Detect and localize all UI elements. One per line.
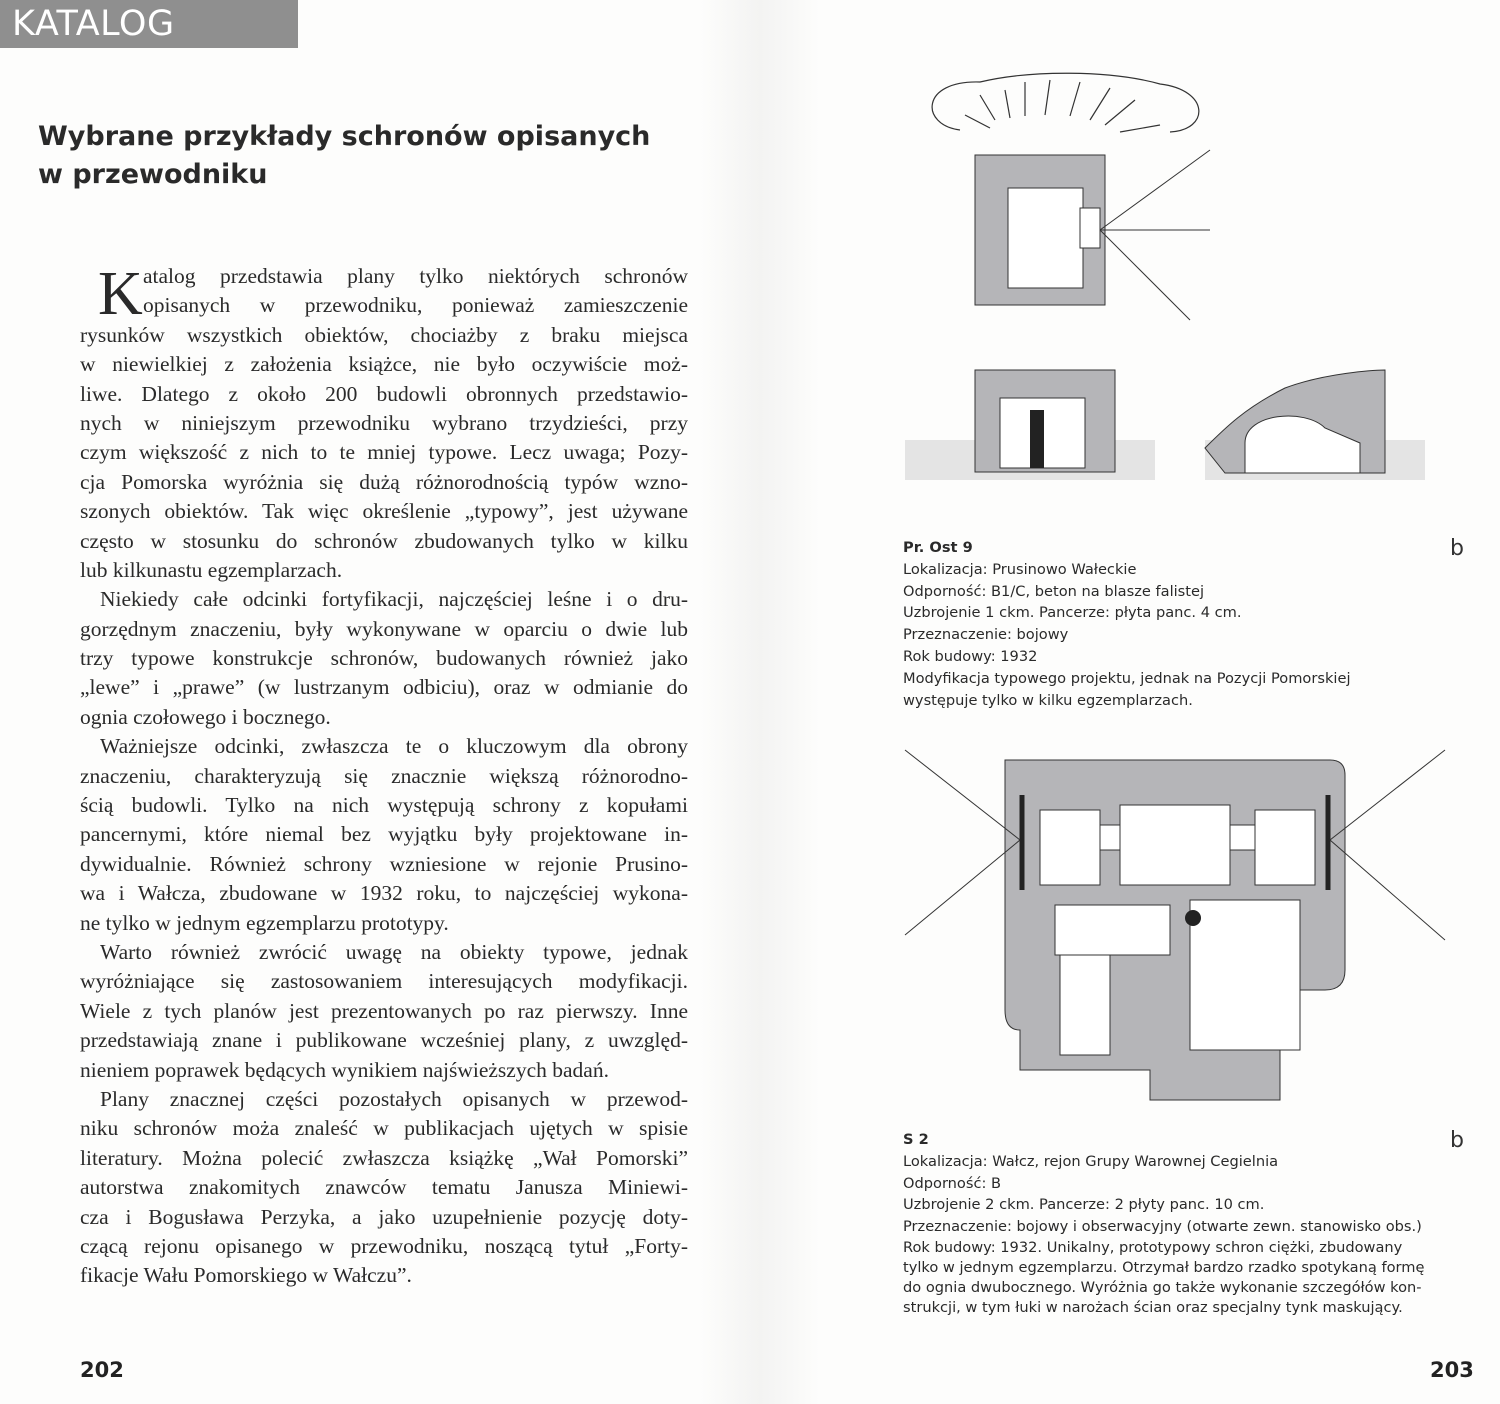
section-tag: KATALOG [0, 0, 298, 48]
body-line: szonych obiektów. Tak więc określenie „typowy”, jest używane [80, 499, 688, 524]
caption-line: Modyfikacja typowego projektu, jednak na Pozycji Pomorskiej [903, 669, 1351, 687]
body-line: literatury. Można polecić zwłaszcza książkę „Wał Pomorski” [80, 1145, 688, 1170]
caption-line: Lokalizacja: Prusinowo Wałeckie [903, 560, 1137, 578]
caption-title: Pr. Ost 9 [903, 539, 973, 556]
body-line: znaczeniu, charakteryzują się znacznie większą różnorodno- [80, 763, 688, 788]
body-line: czym większość z nich to te mniej typowe. Lecz uwaga; Pozy- [80, 440, 688, 465]
caption-line: Rok budowy: 1932 [903, 647, 1038, 665]
body-line: trzy typowe konstrukcje schronów, budowanych również jako [80, 646, 688, 671]
caption-line: Przeznaczenie: bojowy [903, 626, 1069, 644]
page-number-left: 202 [80, 1358, 124, 1382]
body-line: ne tylko w jednym egzemplarzu prototypy. [80, 910, 449, 935]
body-line: „lewe” i „prawe” (w lustrzanym odbiciu), oraz w odmianie do [80, 675, 688, 700]
caption-line: Odporność: B1/C, beton na blasze falistej [903, 582, 1205, 600]
body-line: cza i Bogusława Perzyka, a jako uzupełnienie pozycję doty- [80, 1204, 688, 1229]
title-line: Wybrane przykłady schronów opisanych [38, 121, 651, 152]
body-line: atalog przedstawia plany tylko niektórych schronów [143, 264, 688, 288]
page-number-right: 203 [1430, 1358, 1474, 1382]
body-line: lub kilkunastu egzemplarzach. [80, 557, 343, 582]
body-line: wyróżniające się zastosowaniem interesujących modyfikacji. [80, 969, 688, 994]
body-line: pancernymi, które niemal bez wyjątku były projektowane in- [80, 822, 688, 847]
caption-line: występuje tylko w kilku egzemplarzach. [903, 691, 1193, 709]
drop-cap: K [98, 260, 143, 328]
caption-line: Uzbrojenie 2 ckm. Pancerze: 2 płyty panc. 10 cm. [903, 1196, 1265, 1214]
book-gutter [700, 0, 820, 1404]
body-line: rysunków wszystkich obiektów, chociażby z braku miejsca [80, 322, 688, 347]
figure-mark: b [1450, 1128, 1464, 1153]
body-line: Warto również zwrócić uwagę na obiekty typowe, jednak [100, 939, 688, 964]
body-line: fikacje Wału Pomorskiego w Wałczu”. [80, 1263, 412, 1288]
caption-title: S 2 [903, 1131, 929, 1148]
page-title [38, 118, 678, 194]
caption-pr-ost-9 [903, 537, 1483, 711]
body-line: wa i Wałcza, zbudowane w 1932 roku, to najczęściej wykona- [80, 881, 688, 906]
body-line: autorstwa znakomitych znawców tematu Janusza Miniewi- [80, 1175, 688, 1200]
body-line: Niekiedy całe odcinki fortyfikacji, najczęściej leśne i o dru- [100, 587, 688, 612]
caption-line: tylko w jednym egzemplarzu. Otrzymał bardzo rzadko spotykaną formę [903, 1258, 1425, 1276]
s2-plan-drawing [900, 740, 1450, 1110]
body-line: ognia czołowego i bocznego. [80, 704, 331, 729]
body-line: czącą rejonu opisanego w przewodniku, noszącą tytuł „Forty- [80, 1233, 688, 1258]
caption-line: Rok budowy: 1932. Unikalny, prototypowy schron ciężki, zbudowany [903, 1238, 1403, 1256]
body-line: gorzędnym znaczeniu, były wykonywane w oparciu o dwie lub [80, 616, 688, 641]
body-line: przedstawiają znane i publikowane wcześniej plany, z uwzględ- [80, 1028, 688, 1053]
title-line: w przewodniku [38, 159, 268, 190]
pr-ost-9-plan-drawing [920, 70, 1220, 330]
caption-line: do ognia dwubocznego. Wyróżnia go także wykonanie szczegółów kon- [903, 1278, 1422, 1296]
caption-line: Lokalizacja: Wałcz, rejon Grupy Warownej Cegielnia [903, 1152, 1279, 1170]
caption-line: Przeznaczenie: bojowy i obserwacyjny (otwarte zewn. stanowisko obs.) [903, 1218, 1422, 1236]
pr-ost-9-section-drawing [905, 368, 1425, 480]
body-line: nych w niniejszym przewodniku wybrano trzydzieści, przy [80, 410, 688, 435]
body-line: Wiele z tych planów jest prezentowanych po raz pierwszy. Inne [80, 998, 688, 1023]
caption-s2 [903, 1129, 1483, 1318]
body-line: niku schronów moża znaleść w publikacjach ujętych w spisie [80, 1116, 688, 1141]
body-text [80, 262, 688, 1291]
caption-line: strukcji, w tym łuki w narożach ścian oraz specjalny tynk maskujący. [903, 1298, 1403, 1316]
body-line: często w stosunku do schronów zbudowanych tylko w kilku [80, 528, 688, 553]
caption-line: Odporność: B [903, 1174, 1002, 1192]
body-line: cja Pomorska wyróżnia się dużą różnorodnością typów wzno- [80, 469, 688, 494]
body-line: w niewielkiej z założenia książce, nie było oczywiście moż- [80, 352, 688, 377]
figure-mark: b [1450, 536, 1464, 561]
body-line: dywidualnie. Również schrony wzniesione w rejonie Prusino- [80, 851, 688, 876]
caption-line: Uzbrojenie 1 ckm. Pancerze: płyta panc. 4 cm. [903, 604, 1242, 622]
body-line: nieniem poprawek będących wynikiem najświeższych badań. [80, 1057, 609, 1082]
body-line: opisanych w przewodniku, ponieważ zamieszczenie [143, 293, 688, 318]
body-line: liwe. Dlatego z około 200 budowli obronnych przedstawio- [80, 381, 688, 406]
body-line: Ważniejsze odcinki, zwłaszcza te o kluczowym dla obrony [100, 734, 688, 759]
body-line: Plany znacznej części pozostałych opisanych w przewod- [100, 1086, 688, 1111]
body-line: ścią budowli. Tylko na nich występują schrony z kopułami [80, 793, 688, 818]
